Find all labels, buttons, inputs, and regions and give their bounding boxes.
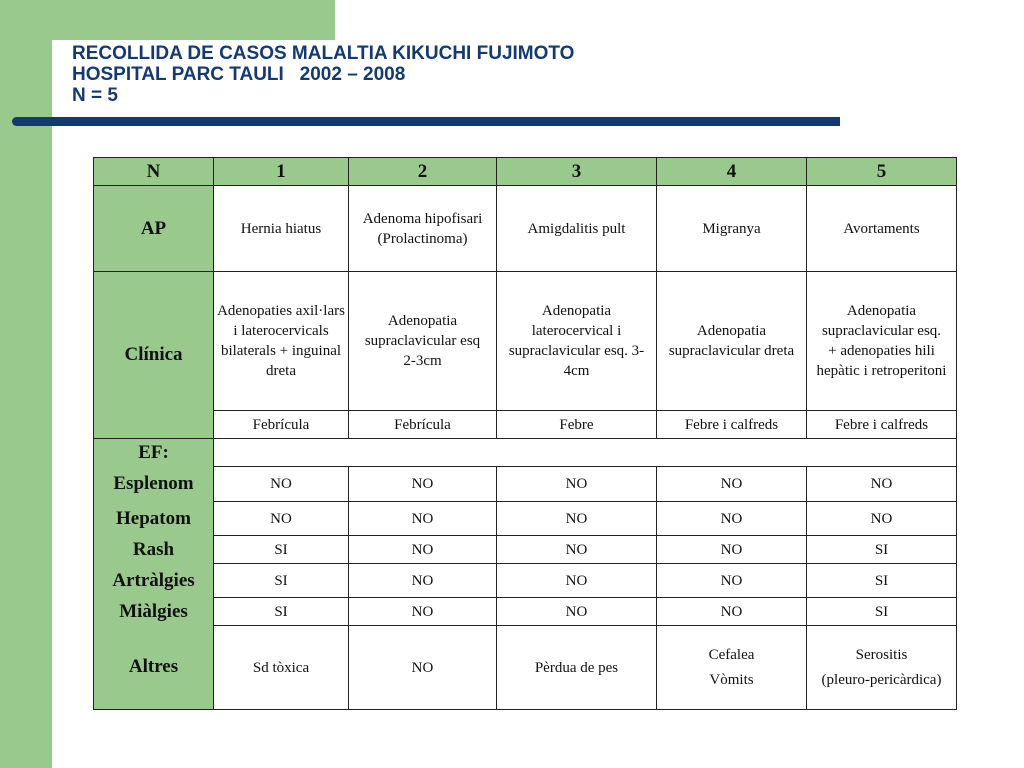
header-cell: 2 — [349, 158, 497, 186]
clinica-cell — [214, 272, 349, 411]
altres-text-2: (pleuro-pericàrdica) — [821, 672, 942, 688]
esplenom-row — [94, 467, 957, 502]
header-row — [94, 158, 957, 186]
header-cell: 3 — [497, 158, 657, 186]
clinica-text: Adenopatia supraclavicular esq — [364, 313, 481, 349]
ap-cell: Migranya — [657, 186, 807, 272]
row-label-rash: Rash — [94, 536, 214, 564]
hepatom-cell: NO — [214, 502, 349, 536]
hepatom-cell: NO — [657, 502, 807, 536]
clinica-text: Adenopatia laterocervical i — [531, 303, 622, 339]
altres-cell — [807, 626, 957, 710]
altres-cell — [497, 626, 657, 710]
mialgies-cell: SI — [214, 598, 349, 626]
artralgies-cell: NO — [497, 564, 657, 598]
top-green-block — [52, 0, 335, 40]
fever-cell: Febrícula — [349, 411, 497, 439]
hepatom-row — [94, 502, 957, 536]
header-cell: N — [94, 158, 214, 186]
title-line-2: HOSPITAL PARC TAULI 2002 – 2008 — [72, 64, 406, 85]
altres-text: Cefalea — [708, 647, 755, 663]
rash-cell: SI — [214, 536, 349, 564]
row-label-ef: EF: — [94, 439, 214, 467]
clinica-row — [94, 272, 957, 411]
esplenom-cell: NO — [497, 467, 657, 502]
altres-text: NO — [411, 659, 434, 676]
esplenom-cell: NO — [214, 467, 349, 502]
clinica-cell — [349, 272, 497, 411]
esplenom-cell: NO — [657, 467, 807, 502]
title-line-3: N = 5 — [72, 85, 118, 106]
esplenom-cell: NO — [807, 467, 957, 502]
title-line-1: RECOLLIDA DE CASOS MALALTIA KIKUCHI FUJIMOTO — [72, 43, 575, 64]
ap-cell: Hernia hiatus — [214, 186, 349, 272]
clinica-text-2: supraclavicular esq. 3-4cm — [508, 343, 645, 379]
row-label-clinica: Clínica — [94, 272, 214, 439]
fever-cell: Febre — [497, 411, 657, 439]
fever-row — [94, 411, 957, 439]
ef-row — [94, 439, 957, 467]
title-underline — [12, 117, 840, 126]
artralgies-cell: SI — [214, 564, 349, 598]
rash-cell: SI — [807, 536, 957, 564]
row-label-ap: AP — [94, 186, 214, 272]
altres-text: Sd tòxica — [252, 659, 310, 676]
rash-cell: NO — [497, 536, 657, 564]
row-label-artralgies: Artràlgies — [94, 564, 214, 598]
hepatom-cell: NO — [497, 502, 657, 536]
mialgies-row — [94, 598, 957, 626]
fever-cell: Febre i calfreds — [807, 411, 957, 439]
mialgies-cell: NO — [657, 598, 807, 626]
ap-cell: Avortaments — [807, 186, 957, 272]
rash-cell: NO — [349, 536, 497, 564]
rash-cell: NO — [657, 536, 807, 564]
artralgies-cell: NO — [657, 564, 807, 598]
altres-text: Pèrdua de pes — [534, 659, 619, 676]
altres-cell — [657, 626, 807, 710]
row-label-esplenom: Esplenom — [94, 467, 214, 502]
row-label-mialgies: Miàlgies — [94, 598, 214, 626]
mialgies-cell: NO — [349, 598, 497, 626]
rash-row — [94, 536, 957, 564]
hepatom-cell: NO — [807, 502, 957, 536]
hepatom-cell: NO — [349, 502, 497, 536]
clinica-text: Adenopatia supraclavicular esq. — [821, 303, 942, 339]
fever-cell: Febre i calfreds — [657, 411, 807, 439]
mialgies-cell: NO — [497, 598, 657, 626]
esplenom-cell: NO — [349, 467, 497, 502]
altres-row — [94, 626, 957, 710]
altres-text-2: Vòmits — [709, 672, 754, 688]
clinica-size: 2-3cm — [403, 353, 442, 369]
altres-text: Serositis — [855, 647, 908, 663]
clinica-cell — [497, 272, 657, 411]
altres-cell — [349, 626, 497, 710]
clinica-cell — [807, 272, 957, 411]
clinica-text-2: + adenopaties hili hepàtic i retroperitoni — [816, 343, 947, 379]
header-cell: 5 — [807, 158, 957, 186]
ef-empty-cell — [214, 439, 957, 467]
altres-cell — [214, 626, 349, 710]
artralgies-cell: NO — [349, 564, 497, 598]
row-label-hepatom: Hepatom — [94, 502, 214, 536]
clinica-text: Adenopatia supraclavicular dreta — [668, 323, 795, 359]
artralgies-cell: SI — [807, 564, 957, 598]
clinica-cell — [657, 272, 807, 411]
header-cell: 1 — [214, 158, 349, 186]
ap-cell: Adenoma hipofisari (Prolactinoma) — [349, 186, 497, 272]
row-label-altres: Altres — [94, 626, 214, 710]
left-green-bar — [0, 0, 52, 768]
ap-row — [94, 186, 957, 272]
slide-title — [72, 43, 574, 106]
ap-cell: Amigdalitis pult — [497, 186, 657, 272]
mialgies-cell: SI — [807, 598, 957, 626]
header-cell: 4 — [657, 158, 807, 186]
clinica-text: Adenopaties axil·lars i laterocervicals bilaterals + inguinal dreta — [217, 303, 345, 379]
fever-cell: Febrícula — [214, 411, 349, 439]
artralgies-row — [94, 564, 957, 598]
cases-table — [93, 157, 957, 710]
